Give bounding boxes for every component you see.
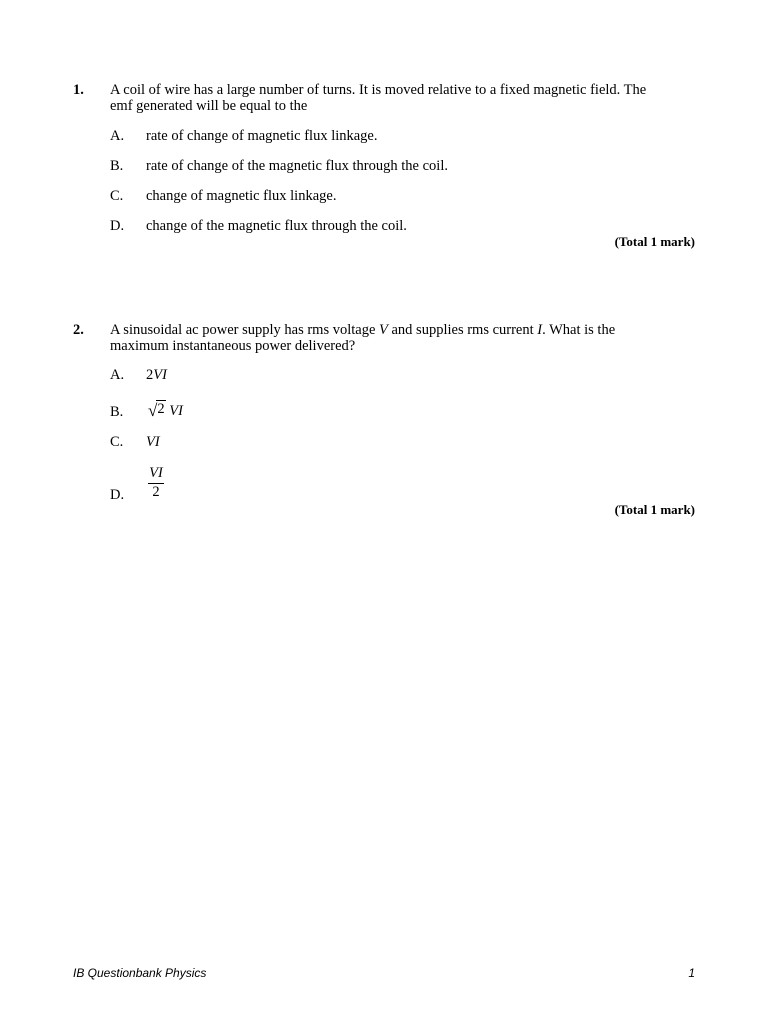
question-number: 2. xyxy=(73,322,84,338)
option-expr-b xyxy=(148,400,183,420)
option-expr-a xyxy=(146,367,167,384)
option-text-a: rate of change of magnetic flux linkage. xyxy=(146,128,378,144)
coefficient: 2 xyxy=(146,367,154,383)
option-expr-c xyxy=(146,434,160,451)
option-text-c: change of magnetic flux linkage. xyxy=(146,188,337,204)
variable-v: V xyxy=(379,322,388,338)
page-number: 1 xyxy=(688,966,695,980)
option-letter-a: A. xyxy=(110,128,125,144)
question-stem xyxy=(110,322,650,354)
variable-i: I xyxy=(537,322,543,338)
radicand: 2 xyxy=(157,401,165,417)
stem-text: and supplies rms current xyxy=(387,322,538,338)
option-letter-d: D. xyxy=(110,218,125,234)
total-mark: (Total 1 mark) xyxy=(614,502,695,517)
option-letter-d: D. xyxy=(110,487,125,503)
option-letter-a: A. xyxy=(110,367,125,383)
stem-text: . What is the maximum instantaneous power delivered? xyxy=(110,322,616,354)
radical-sign: √ xyxy=(148,401,158,420)
expression: VI xyxy=(169,403,183,419)
option-letter-b: B. xyxy=(110,404,124,420)
denominator: 2 xyxy=(152,484,160,500)
footer-title: IB Questionbank Physics xyxy=(73,966,207,980)
expression: VI xyxy=(153,367,167,383)
option-letter-b: B. xyxy=(110,158,124,174)
stem-text: A sinusoidal ac power supply has rms voltage xyxy=(110,322,380,338)
total-mark: (Total 1 mark) xyxy=(614,234,695,249)
question-stem: A coil of wire has a large number of turns. It is moved relative to a fixed magnetic field. The emf generated will be equal to the xyxy=(110,82,647,114)
square-root xyxy=(148,400,166,420)
fraction xyxy=(148,465,164,501)
option-text-b: rate of change of the magnetic flux through the coil. xyxy=(146,158,448,174)
option-text-d: change of the magnetic flux through the coil. xyxy=(146,218,407,234)
numerator: VI xyxy=(148,465,164,484)
option-letter-c: C. xyxy=(110,188,124,204)
question-number: 1. xyxy=(73,82,84,98)
expression: VI xyxy=(146,434,160,450)
option-letter-c: C. xyxy=(110,434,124,450)
